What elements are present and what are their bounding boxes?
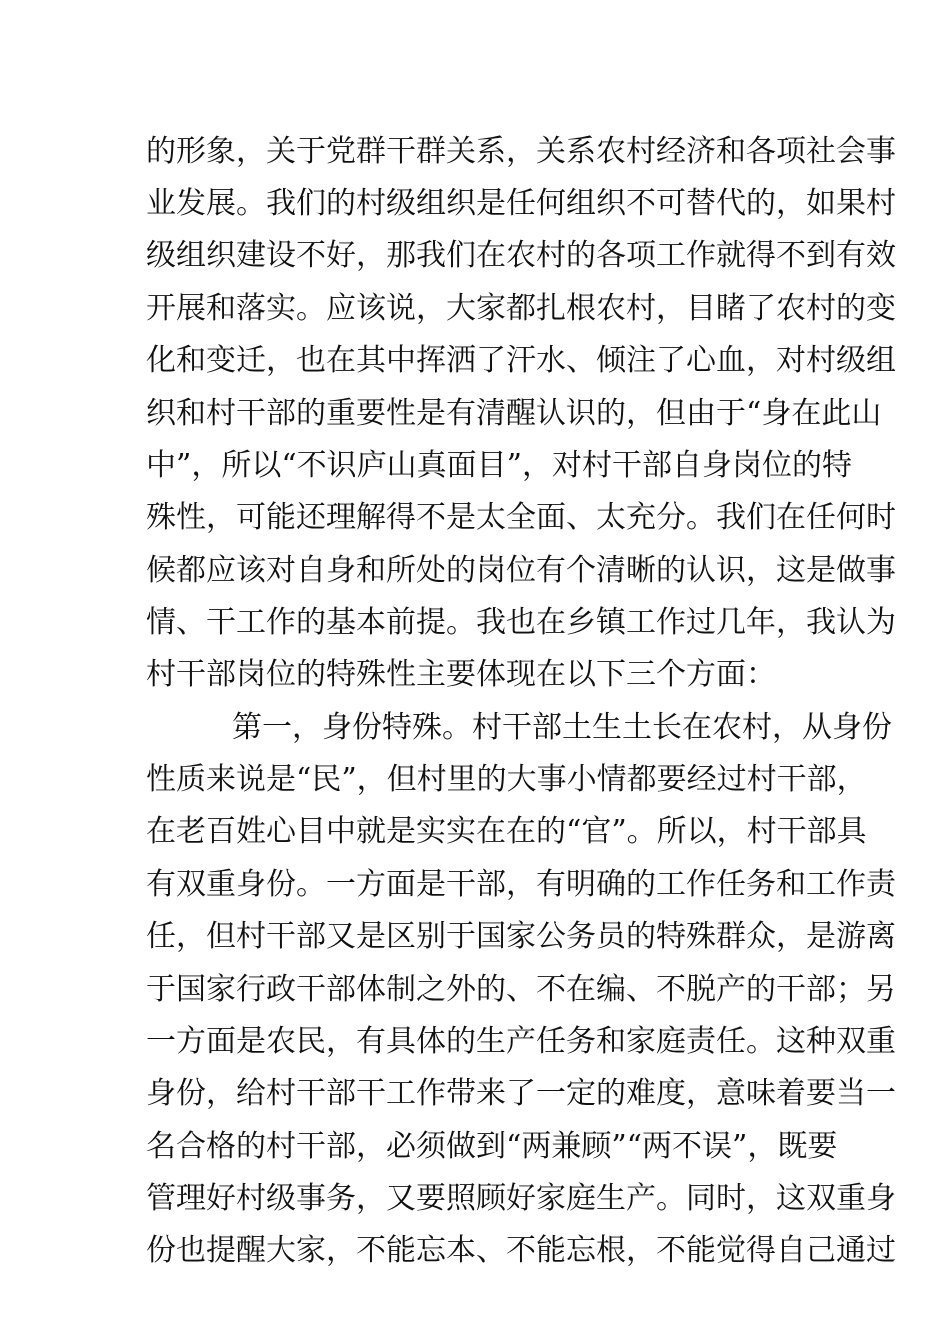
text-line-14: 在老百姓心目中就是实实在在的“官”。所以，村干部具 [146,814,867,849]
text-line-20: 名合格的村干部，必须做到“两兼顾”“两不误”，既要 [146,1129,838,1164]
text-line-17: 于国家行政干部体制之外的、不在编、不脱产的干部；另 [146,972,896,1007]
text-line-21: 管理好村级事务，又要照顾好家庭生产。同时，这双重身 [146,1181,896,1216]
text-line-4: 开展和落实。应该说，大家都扎根农村，目睹了农村的变 [146,291,896,326]
text-line-8: 殊性，可能还理解得不是太全面、太充分。我们在任何时 [146,500,896,535]
text-line-9: 候都应该对自身和所处的岗位有个清晰的认识，这是做事 [146,553,896,588]
text-line-7: 中”，所以“不识庐山真面目”，对村干部自身岗位的特 [146,448,853,483]
text-line-15: 有双重身份。一方面是干部，有明确的工作任务和工作责 [146,867,896,902]
text-line-12: 第一，身份特殊。村干部土生土长在农村，从身份 [232,710,892,745]
text-line-11: 村干部岗位的特殊性主要体现在以下三个方面： [146,657,776,692]
text-line-1: 的形象，关于党群干群关系，关系农村经济和各项社会事 [146,134,896,169]
text-line-2: 业发展。我们的村级组织是任何组织不可替代的，如果村 [146,186,896,221]
text-line-5: 化和变迁，也在其中挥洒了汗水、倾注了心血，对村级组 [146,343,896,378]
text-line-19: 身份，给村干部干工作带来了一定的难度，意味着要当一 [146,1076,896,1111]
text-line-6: 织和村干部的重要性是有清醒认识的，但由于“身在此山 [146,396,882,431]
text-line-13: 性质来说是“民”，但村里的大事小情都要经过村干部， [146,762,867,797]
text-line-3: 级组织建设不好，那我们在农村的各项工作就得不到有效 [146,238,896,273]
text-line-18: 一方面是农民，有具体的生产任务和家庭责任。这种双重 [146,1024,896,1059]
text-line-10: 情、干工作的基本前提。我也在乡镇工作过几年，我认为 [146,605,896,640]
text-line-22: 份也提醒大家，不能忘本、不能忘根，不能觉得自己通过 [146,1233,896,1268]
text-line-16: 任，但村干部又是区别于国家公务员的特殊群众，是游离 [146,919,896,954]
